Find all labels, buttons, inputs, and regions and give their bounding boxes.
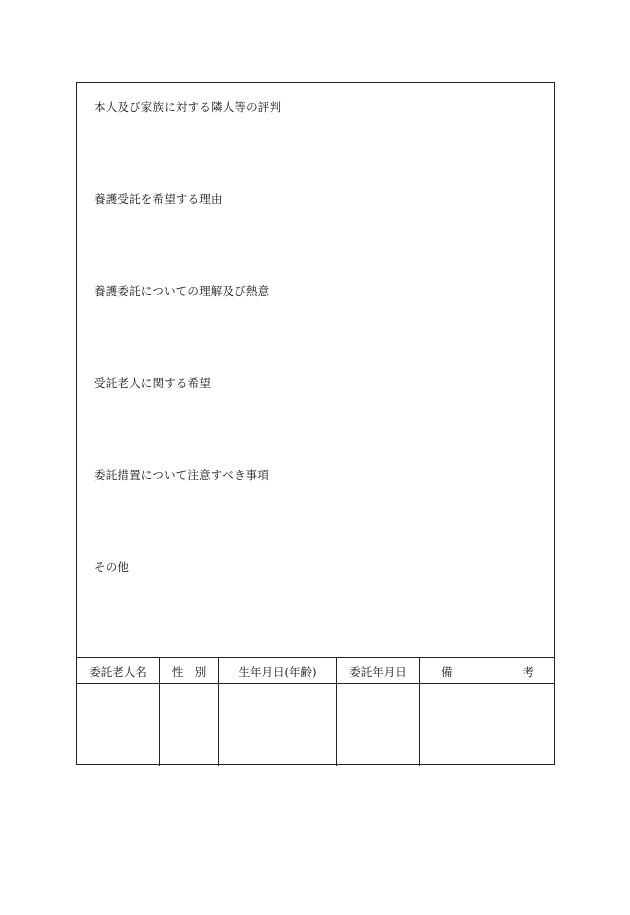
cell-entrust-date[interactable] [337, 684, 420, 766]
header-gender: 性 別 [171, 665, 207, 679]
cell-gender[interactable] [160, 684, 219, 766]
section-label: 養護委託についての理解及び熱意 [94, 284, 270, 298]
header-remarks-right: 考 [522, 665, 534, 679]
header-birthdate: 生年月日(年齢) [238, 665, 317, 679]
section-label: 本人及び家族に対する隣人等の評判 [94, 100, 282, 114]
section-neighbor-reputation[interactable] [77, 83, 554, 175]
section-elder-preferences[interactable] [77, 359, 554, 451]
entrusted-elder-table [77, 657, 554, 765]
table-header-row [77, 658, 554, 684]
header-entrust-date: 委託年月日 [349, 665, 407, 679]
section-label: その他 [94, 560, 130, 574]
section-label: 受託老人に関する希望 [94, 376, 211, 390]
header-cell-gender [160, 658, 219, 683]
section-notes-on-consignment[interactable] [77, 451, 554, 543]
section-reason-for-care[interactable] [77, 175, 554, 267]
section-label: 養護受託を希望する理由 [94, 192, 223, 206]
cell-remarks[interactable] [420, 684, 554, 766]
header-cell-remarks [420, 658, 554, 683]
table-row [77, 684, 554, 766]
section-other[interactable] [77, 543, 554, 635]
section-label: 委託措置について注意すべき事項 [94, 468, 270, 482]
section-understanding-enthusiasm[interactable] [77, 267, 554, 359]
cell-name[interactable] [77, 684, 160, 766]
header-cell-entrust-date [337, 658, 420, 683]
header-name: 委託老人名 [89, 665, 147, 679]
header-cell-name [77, 658, 160, 683]
header-cell-birthdate [219, 658, 337, 683]
consignment-form [76, 82, 555, 765]
header-remarks-left: 備 [441, 665, 453, 679]
cell-birthdate[interactable] [219, 684, 337, 766]
